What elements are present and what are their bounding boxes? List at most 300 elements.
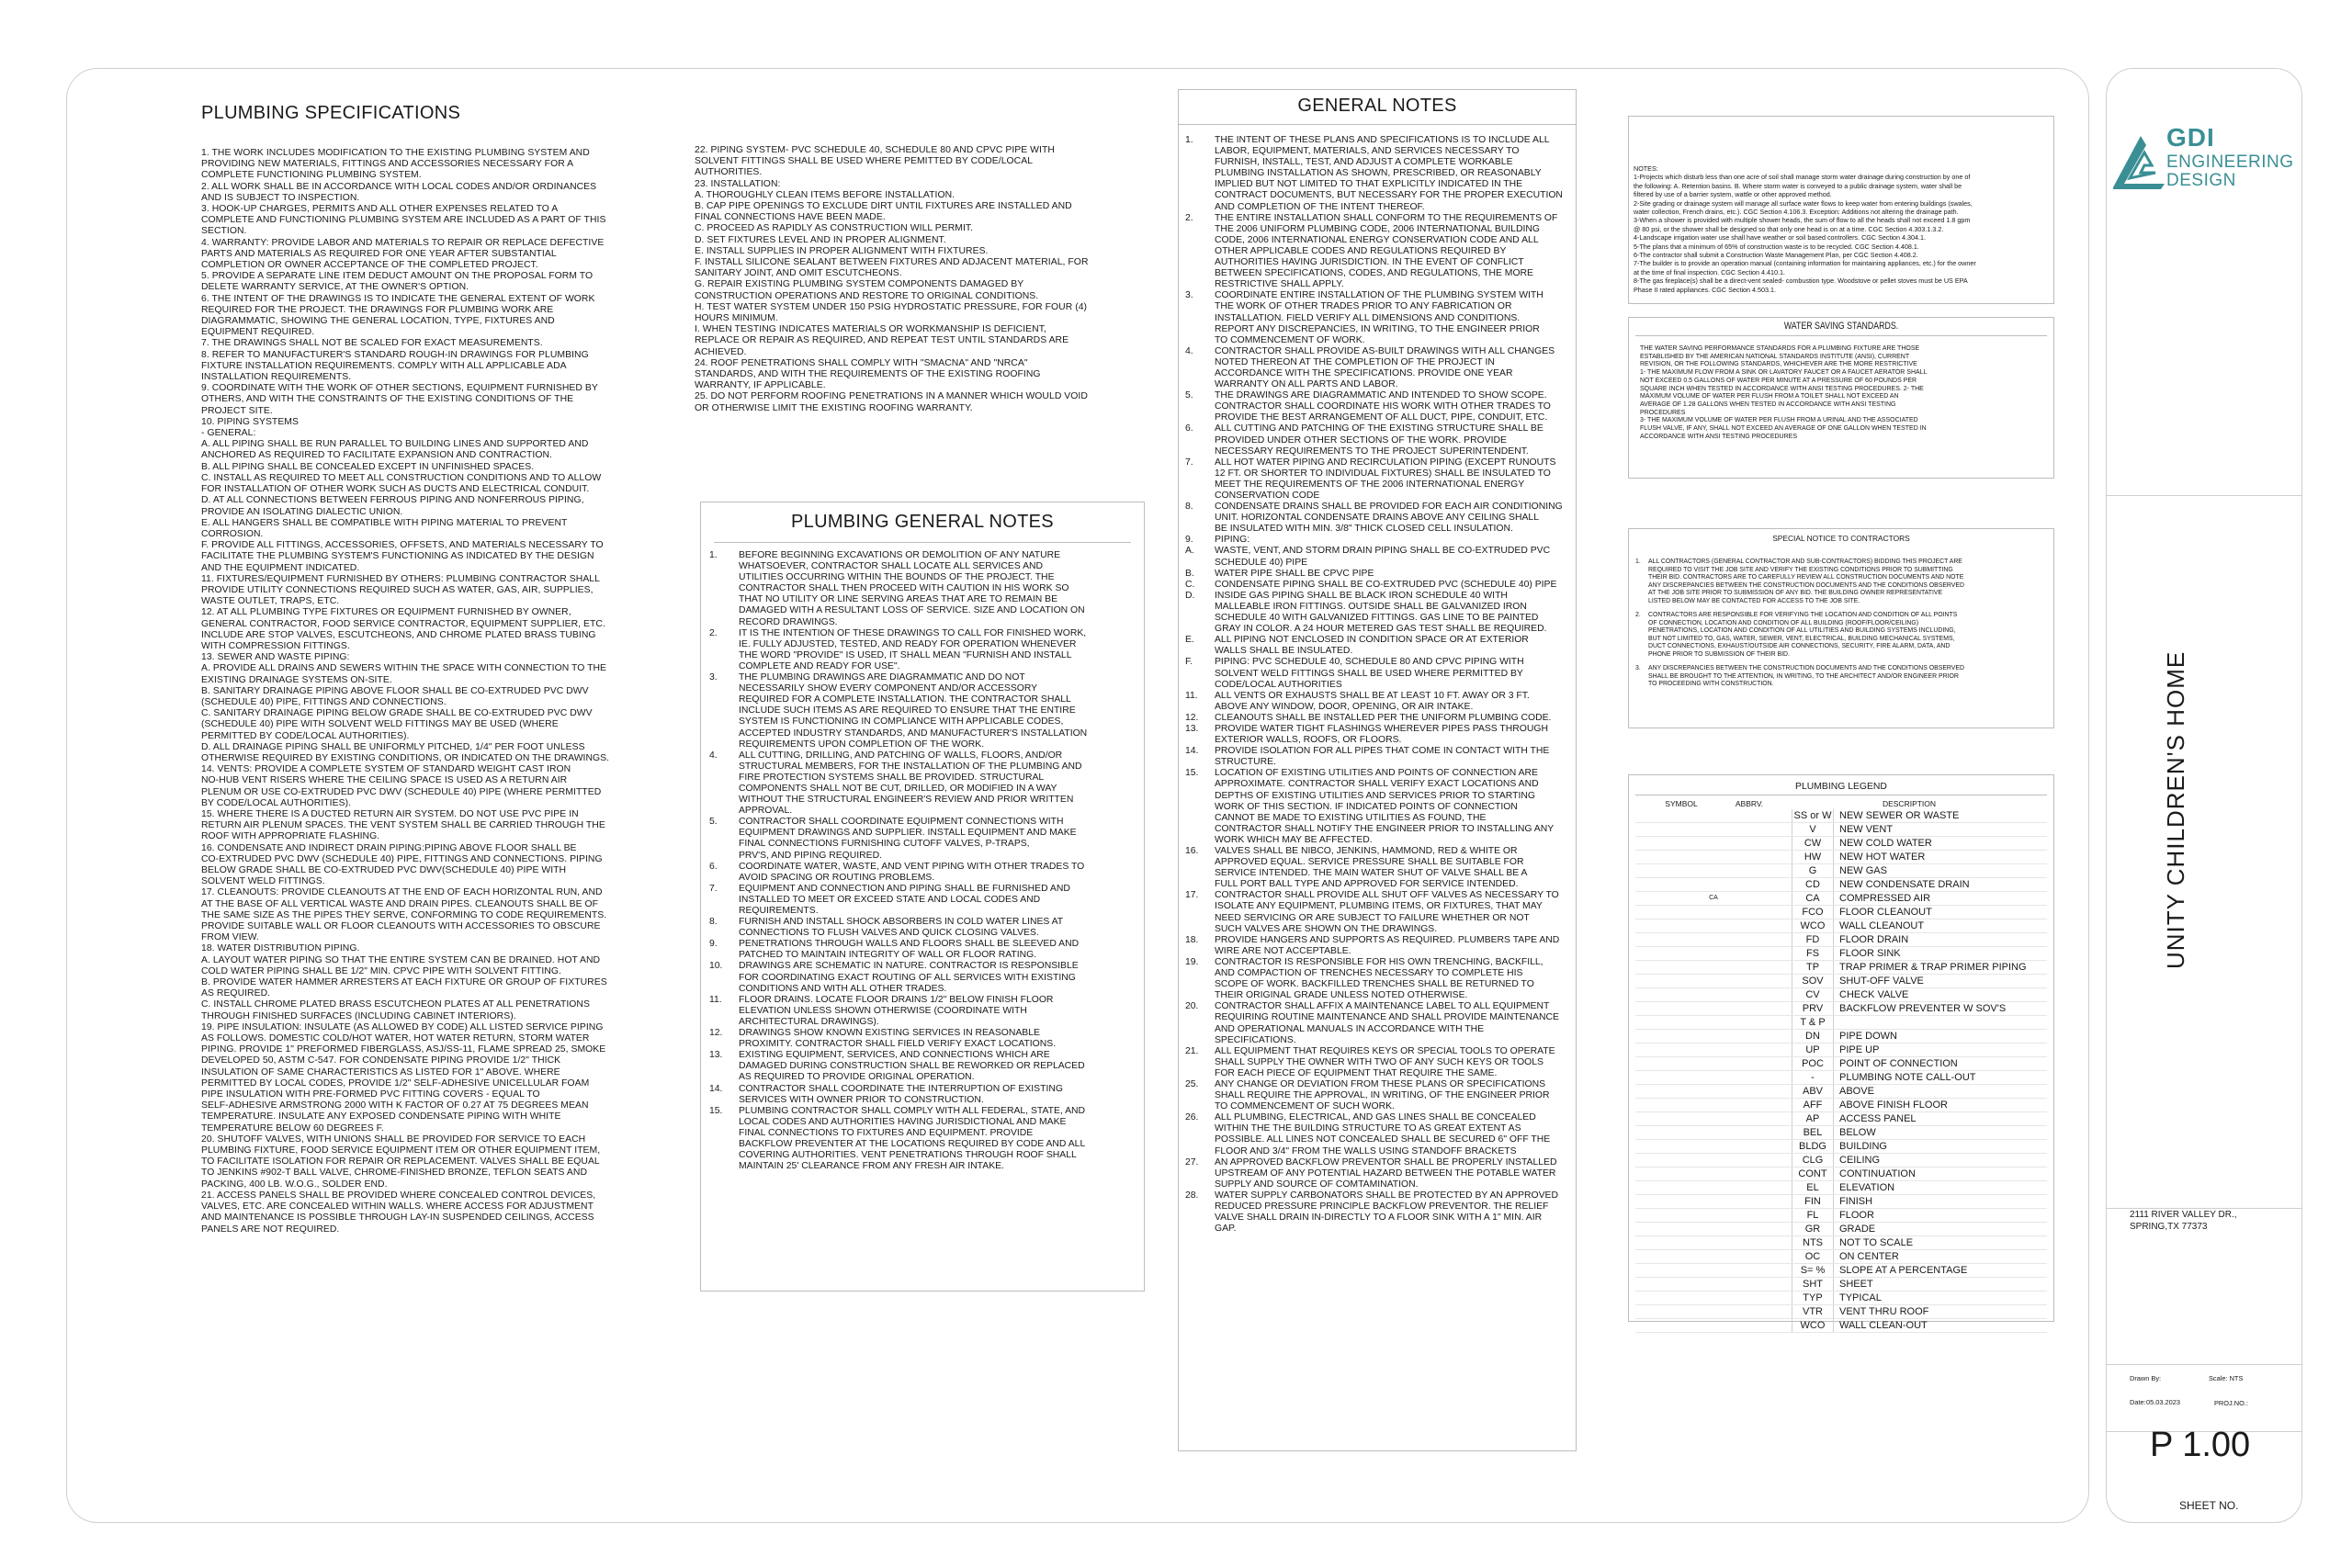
spec-line: 1. THE WORK INCLUDES MODIFICATION TO THE EXISTING PLUMBING SYSTEM AND: [201, 148, 590, 158]
legend-description: FLOOR CLEANOUT: [1839, 907, 1932, 918]
note-item: [1185, 890, 1571, 934]
note-line: CODE, 2006 INTERNATIONAL ENERGY CONSERVATION CODE AND ALL: [1215, 234, 1539, 245]
note-text: [1215, 1001, 1571, 1045]
legend-abbr: TYP: [1792, 1292, 1834, 1304]
water-saving-line: MAXIMUM VOLUME OF WATER PER FLUSH FROM A TOILET SHALL NOT EXCEED AN: [1640, 393, 1899, 400]
logo-line1: ENGINEERING: [2166, 152, 2294, 172]
spec-line: WASTE OUTLET, TRAPS, ETC.: [201, 596, 340, 607]
note-line: IT IS THE INTENTION OF THESE DRAWINGS TO CALL FOR FINISHED WORK,: [739, 627, 1087, 638]
spec-line: RETURN AIR PLENUM SPACES. THE VENT SYSTEM SHALL BE CARRIED THROUGH THE: [201, 820, 605, 831]
spec-line: COLD WATER PIPING SHALL BE 1/2" MIN. CPVC PIPE WITH SOLVENT FITTING.: [201, 965, 561, 976]
note-item: [709, 817, 1139, 861]
spec-line: 9. COORDINATE WITH THE WORK OF OTHER SECTIONS, EQUIPMENT FURNISHED BY: [201, 383, 598, 394]
note-item: [1185, 390, 1571, 423]
legend-symbol: [1635, 919, 1792, 932]
legend-symbol: [1635, 878, 1792, 891]
note-number: 1.: [709, 550, 718, 560]
legend-description: ELEVATION: [1839, 1182, 1895, 1193]
spec-line: 17. CLEANOUTS: PROVIDE CLEANOUTS AT THE END OF EACH HORIZONTAL RUN, AND: [201, 887, 603, 898]
legend-abbr: CW: [1792, 837, 1834, 850]
note-line: 12 FT. OR SHORTER TO INDIVIDUAL FIXTURES) SHALL BE INSULATED TO: [1215, 468, 1551, 479]
note-line: VALVES SHALL BE NIBCO, JENKINS, HAMMOND, RED & WHITE OR: [1215, 846, 1518, 856]
spec-line: INCLUDE ARE STOP VALVES, ESCUTCHEONS, AND CHROME PLATED BRASS TUBING: [201, 629, 596, 640]
spec-line: AUTHORITIES.: [695, 167, 763, 178]
note-line: NOTED THEREON AT THE COMPLETION OF THE PROJECT IN: [1215, 356, 1495, 367]
note-line: SHALL REQUIRE THE APPROVAL, IN WRITING, OF THE ENGINEER PRIOR: [1215, 1090, 1550, 1101]
note-line: CONTRACT DOCUMENTS, BUT NECESSARY FOR THE PROPER EXECUTION: [1215, 190, 1563, 201]
legend-symbol: [1635, 1099, 1792, 1111]
legend-abbr: V: [1792, 823, 1834, 836]
note-text: [1215, 746, 1571, 768]
legend-symbol: [1635, 1292, 1792, 1304]
note-line: PROXIMITY. CONTRACTOR SHALL FIELD VERIFY EXACT LOCATIONS.: [739, 1039, 1057, 1050]
legend-symbol: [1635, 1002, 1792, 1015]
legend-abbr: GR: [1792, 1223, 1834, 1235]
spec-line: TO FACILITATE ISOLATION FOR REPAIR OR REPLACEMENT. VALVES SHALL BE EQUAL: [201, 1156, 600, 1168]
notes-line: 6-The contractor shall submit a Construction Waste Management Plan, per CGC Section 4.408.2.: [1634, 251, 1918, 260]
note-number: 4.: [709, 750, 718, 761]
note-text: [1215, 591, 1571, 635]
note-line: THAT NO UTILITY OR LINE SERVING AREAS THAT ARE TO REMAIN BE: [739, 594, 1058, 605]
legend-abbr: FL: [1792, 1209, 1834, 1222]
plumbing-specifications-column-1: [201, 148, 679, 1235]
note-item: [709, 1106, 1139, 1173]
note-line: RECORD DRAWINGS.: [739, 616, 838, 627]
note-line: NECESSARILY SHOW EVERY COMPONENT AND/OR ACCESSORY: [739, 683, 1038, 694]
legend-abbr: OC: [1792, 1250, 1834, 1263]
note-number: F.: [1185, 657, 1193, 668]
note-item: [1185, 935, 1571, 957]
special-notice-text: [1648, 665, 1964, 689]
legend-description: COMPRESSED AIR: [1839, 893, 1931, 904]
spec-line: AND MAINTENANCE IS POSSIBLE THROUGH LAY-IN SUSPENDED CEILINGS, ACCESS: [201, 1213, 594, 1224]
note-number: 14.: [1185, 746, 1199, 757]
spec-line: D. ALL DRAINAGE PIPING SHALL BE UNIFORMLY PITCHED, 1/4" PER FOOT UNLESS: [201, 741, 585, 752]
special-notice-line: OF CONNECTION, LOCATION AND CONDITION OF ALL BUILDING (ROOF/FLOOR/CEILING): [1648, 619, 1919, 626]
spec-line: PROVIDING NEW MATERIALS, FITTINGS AND ACCESSORIES NECESSARY FOR A: [201, 159, 574, 170]
spec-line: VALVES, ETC. ARE CONCEALED WITHIN WALLS. WHERE ACCESS FOR ADJUSTMENT: [201, 1201, 594, 1213]
water-saving-line: NOT EXCEED 0.5 GALLONS OF WATER PER MINUTE AT A PRESSURE OF 60 POUNDS PER: [1640, 377, 1917, 384]
legend-row: [1635, 906, 2047, 919]
logo-abbr: GDI: [2166, 123, 2215, 152]
legend-abbr: POC: [1792, 1057, 1834, 1070]
spec-line: OTHERWISE REQUIRED BY EXISTING CONDITIONS, OR INDICATED ON THE DRAWINGS.: [201, 752, 610, 763]
sheet-number: P 1.00: [2150, 1426, 2251, 1464]
note-line: APPROVAL.: [739, 806, 793, 817]
note-item: [1185, 1157, 1571, 1190]
legend-symbol: [1635, 933, 1792, 946]
spec-line: 19. PIPE INSULATION: INSULATE (AS ALLOWED BY CODE) ALL LISTED SERVICE PIPING: [201, 1021, 604, 1032]
spec-line: TEMPERATURE BELOW 60 DEGREES F.: [201, 1122, 384, 1134]
spec-line: PERMITTED BY LOCAL CODES, PROVIDE 1/2" SELF-ADHESIVE UNICELLULAR FOAM: [201, 1077, 590, 1089]
spec-line: 10. PIPING SYSTEMS: [201, 416, 299, 427]
note-text: [1215, 957, 1571, 1001]
notes-line: 2-Site grading or drainage system will manage all surface water flows to keep water from entering buildings (swales,: [1634, 198, 1973, 208]
note-line: SCHEDULE 40) PIPE: [1215, 557, 1308, 568]
water-saving-line: THE WATER SAVING PERFORMANCE STANDARDS FOR A PLUMBING FIXTURE ARE THOSE: [1640, 345, 1920, 352]
legend-description: ON CENTER: [1839, 1251, 1899, 1262]
water-saving-line: 3- THE MAXIMUM VOLUME OF WATER PER FLUSH FROM A URINAL AND THE ASSOCIATED: [1640, 417, 1918, 424]
note-number: 14.: [709, 1083, 723, 1094]
note-item: [1185, 724, 1571, 746]
special-notice-line: AT THE JOB SITE PRIOR TO SUBMISSION OF ANY BID. THE BUILDING OWNER REPRESENTATIVE: [1648, 590, 1943, 596]
legend-description: SHEET: [1839, 1279, 1873, 1290]
legend-symbol: [1635, 1085, 1792, 1098]
note-line: DAMAGED WITH A RESULTANT LOSS OF SERVICE. SIZE AND LOCATION ON: [739, 605, 1085, 616]
note-item: [709, 1084, 1139, 1106]
note-line: NECESSARY REQUIREMENTS TO THE PROJECT SUPERINTENDENT.: [1215, 446, 1529, 457]
spec-line: I. WHEN TESTING INDICATES MATERIALS OR WORKMANSHIP IS DEFICIENT,: [695, 324, 1046, 335]
legend-symbol: [1635, 1264, 1792, 1277]
legend-symbol: [1635, 1250, 1792, 1263]
proj-no-label: PROJ.NO.:: [2214, 1399, 2248, 1407]
legend-description: WALL CLEAN-OUT: [1839, 1320, 1928, 1331]
legend-symbol: [1635, 947, 1792, 960]
note-text: [739, 750, 1139, 818]
legend-description: NEW CONDENSATE DRAIN: [1839, 879, 1970, 890]
note-line: ARCHITECTURAL DRAWINGS).: [739, 1016, 879, 1027]
spec-line: STANDARDS, AND WITH THE REQUIREMENTS OF THE EXISTING ROOFING: [695, 369, 1041, 380]
note-text: [739, 1106, 1139, 1173]
note-text: [739, 672, 1139, 750]
note-item: [709, 917, 1139, 939]
note-line: WALLS SHALL BE INSULATED.: [1215, 646, 1353, 657]
legend-abbr: CONT: [1792, 1168, 1834, 1180]
note-text: [739, 1050, 1139, 1083]
project-name: UNITY CHILDREN'S HOME: [2162, 650, 2189, 969]
spec-line: FIXTURE INSTALLATION REQUIREMENTS. COMPLY WITH ALL APPLICABLE ADA: [201, 360, 567, 371]
spec-line: 23. INSTALLATION:: [695, 178, 781, 189]
water-saving-title: WATER SAVING STANDARDS.: [1783, 321, 1899, 332]
note-line: VALVE SHALL DRAIN IN-DIRECTLY TO A FLOOR SINK WITH A 1" MIN. AIR: [1215, 1213, 1543, 1224]
plumbing-legend-table: [1635, 798, 2047, 1333]
note-text: [739, 961, 1139, 994]
note-item: [709, 961, 1139, 994]
note-line: CONTRACTOR SHALL COORDINATE HIS WORK WITH OTHER TRADES TO: [1215, 401, 1551, 412]
notes-line: Phase II rated appliances. CGC Section 4.503.1.: [1634, 285, 1777, 294]
note-item: [1185, 580, 1571, 591]
legend-symbol: [1635, 1043, 1792, 1056]
note-line: AVOID SPACING OR ROUTING PROBLEMS.: [739, 872, 935, 883]
legend-row: [1635, 1016, 2047, 1030]
legend-row: [1635, 1140, 2047, 1154]
note-line: FLOOR AND 3/4" FROM THE WALLS USING STANDOFF BRACKETS: [1215, 1145, 1517, 1156]
legend-row: [1635, 1195, 2047, 1209]
legend-row: [1635, 1250, 2047, 1264]
note-line: FOR EACH PIECE OF EQUIPMENT THAT REQUIRE THE SAME.: [1215, 1067, 1498, 1078]
note-text: [1215, 1079, 1571, 1112]
spec-line: A. ALL PIPING SHALL BE RUN PARALLEL TO BUILDING LINES AND SUPPORTED AND: [201, 439, 589, 450]
notes-line: 5-The plans that a minimum of 65% of construction waste is to be recycled. CGC Section 4.408.1.: [1634, 242, 1919, 251]
plumbing-general-notes-list: [709, 550, 1139, 1172]
spec-line: FROM VIEW.: [201, 932, 259, 943]
note-text: [739, 917, 1139, 939]
note-text: [739, 817, 1139, 861]
legend-row: [1635, 878, 2047, 892]
plumbing-legend-title: PLUMBING LEGEND: [1795, 782, 1887, 792]
note-line: STRUCTURE.: [1215, 757, 1276, 768]
notes-line: 1-Projects which disturb less than one acre of soil shall manage storm water drainage during construction by one of: [1634, 173, 1971, 182]
spec-line: TO JENKINS #902-T BALL VALVE, CHROME-FINISHED BRONZE, TEFLON SEATS AND: [201, 1168, 587, 1179]
address-line-2: SPRING,TX 77373: [2130, 1222, 2208, 1232]
legend-description: NEW COLD WATER: [1839, 838, 1932, 849]
note-line: SCHEDULE 40 WITH GALVANIZED FITTINGS. GAS LINE TO BE PAINTED: [1215, 613, 1539, 624]
note-line: ELEVATION UNLESS SHOWN OTHERWISE (COORDINATE WITH: [739, 1005, 1027, 1016]
note-text: [739, 1084, 1139, 1106]
spec-line: PIPING. PROVIDE 1" PREFORMED FIBERGLASS, ASJ/SS-11, FLAME SPREAD 25, SMOKE: [201, 1044, 606, 1055]
spec-line: 20. SHUTOFF VALVES, WITH UNIONS SHALL BE PROVIDED FOR SERVICE TO EACH: [201, 1134, 586, 1145]
note-item: [1185, 635, 1571, 657]
legend-description: BELOW: [1839, 1127, 1876, 1138]
spec-line: G. REPAIR EXISTING PLUMBING SYSTEM COMPONENTS DAMAGED BY: [695, 279, 1024, 290]
note-text: [1215, 580, 1571, 591]
note-line: SHALL SUPPLY THE OWNER WITH TWO OF ANY SUCH KEYS OR TOOLS: [1215, 1056, 1544, 1067]
legend-symbol: [1635, 1223, 1792, 1235]
legend-symbol: [1635, 1195, 1792, 1208]
legend-row: [1635, 1209, 2047, 1223]
note-text: [739, 862, 1139, 884]
note-line: ACCORDANCE WITH THE SPECIFICATIONS. PROVIDE ONE YEAR: [1215, 367, 1513, 378]
note-line: WARRANTY ON ALL PARTS AND LABOR.: [1215, 379, 1398, 390]
note-number: 17.: [1185, 890, 1199, 901]
note-text: [1215, 502, 1571, 535]
note-text: [1215, 213, 1571, 291]
general-notes-title: GENERAL NOTES: [1297, 96, 1457, 116]
spec-line: REPLACE OR REPAIR AS REQUIRED, AND REPEAT TEST UNTIL STANDARDS ARE: [695, 335, 1069, 346]
drawn-by-label: Drawn By:: [2130, 1374, 2162, 1382]
legend-description: PIPE DOWN: [1839, 1031, 1897, 1042]
note-number: 4.: [1185, 345, 1193, 356]
spec-line: E. ALL HANGERS SHALL BE COMPATIBLE WITH PIPING MATERIAL TO PREVENT: [201, 517, 568, 528]
spec-line: THROUGH FINISHED SURFACES (INCLUDING CABINET INTERIORS).: [201, 1010, 516, 1021]
note-line: AUTHORITIES HAVING JURISDICTION. IN THE EVENT OF CONFLICT: [1215, 257, 1524, 268]
spec-line: A. LAYOUT WATER PIPING SO THAT THE ENTIRE SYSTEM CAN BE DRAINED. HOT AND: [201, 954, 601, 965]
special-notice-line: DUCT CONNECTIONS, EXHAUST/OUTSIDE AIR CONNECTIONS, SECURITY, FIRE ALARM, DATA, AND: [1648, 643, 1951, 649]
water-saving-line: REVISION, OR THE FOLLOWING STANDARDS, WHICHEVER ARE THE MORE RESTRICTIVE: [1640, 361, 1917, 368]
note-line: FINAL CONNECTIONS TO FIXTURES AND EQUIPMENT. PROVIDE: [739, 1127, 1034, 1138]
spec-line: WITH COMPRESSION FITTINGS.: [201, 640, 350, 651]
spec-line: 5. PROVIDE A SEPARATE LINE ITEM DEDUCT AMOUNT ON THE PROPOSAL FORM TO: [201, 271, 594, 282]
note-text: [1215, 713, 1571, 724]
note-text: [1215, 546, 1571, 568]
note-line: UPSTREAM OF ANY POTENTIAL HAZARD BETWEEN THE POTABLE WATER: [1215, 1168, 1556, 1179]
note-number: 12.: [1185, 712, 1199, 723]
spec-line: PROVIDE AN ISOLATING DIALECTIC UNION.: [201, 506, 403, 517]
spec-line: EXISTING DRAINAGE SYSTEMS ON-SITE.: [201, 674, 392, 685]
spec-line: PACKING, 400 LB. W.O.G., SOLDER END.: [201, 1179, 388, 1190]
legend-abbr: VTR: [1792, 1305, 1834, 1318]
note-line: ALL PLUMBING, ELECTRICAL, AND GAS LINES SHALL BE CONCEALED: [1215, 1112, 1536, 1123]
spec-line: REQUIRED FOR THE PROJECT. THE DRAWINGS FOR PLUMBING WORK ARE: [201, 304, 554, 315]
note-line: MAINTAIN 25' CLEARANCE FROM ANY FRESH AIR INTAKE.: [739, 1161, 1004, 1172]
note-text: [1215, 935, 1571, 957]
legend-symbol: [1635, 851, 1792, 863]
legend-symbol: [1635, 1181, 1792, 1194]
note-line: STRUCTURAL MEMBERS, FOR THE INSTALLATION OF THE PLUMBING AND: [739, 761, 1082, 772]
note-line: REQUIRED FOR A COMPLETE INSTALLATION. THE CONTRACTOR SHALL: [739, 694, 1071, 705]
legend-abbr: T & P: [1792, 1016, 1834, 1029]
legend-row: [1635, 1112, 2047, 1126]
spec-line: PROVIDE UTILITY CONNECTIONS REQUIRED SUCH AS WATER, GAS, AIR, SUPPLIES,: [201, 584, 594, 595]
legend-row: [1635, 975, 2047, 988]
note-line: THE INTENT OF THESE PLANS AND SPECIFICATIONS IS TO INCLUDE ALL: [1215, 135, 1550, 145]
spec-line: D. AT ALL CONNECTIONS BETWEEN FERROUS PIPING AND NONFERROUS PIPING,: [201, 495, 584, 506]
spec-line: E. INSTALL SUPPLIES IN PROPER ALIGNMENT WITH FIXTURES.: [695, 245, 989, 256]
note-item: [1185, 502, 1571, 535]
spec-line: HOURS MINIMUM.: [695, 313, 778, 324]
note-item: [1185, 1112, 1571, 1156]
spec-line: PROJECT SITE.: [201, 405, 273, 416]
note-line: PROVIDED UNDER OTHER SECTIONS OF THE WORK. PROVIDE: [1215, 434, 1507, 446]
legend-description: BACKFLOW PREVENTER W SOV'S: [1839, 1003, 2007, 1014]
spec-line: COMPLETION OR OWNER ACCEPTANCE OF THE COMPLETED PROJECT.: [201, 260, 538, 271]
legend-row: [1635, 1154, 2047, 1168]
note-number: 19.: [1185, 956, 1199, 967]
legend-abbr: WCO: [1792, 919, 1834, 932]
note-line: IMPLIED BUT NOT LIMITED TO THAT EXPLICITLY INDICATED IN THE: [1215, 179, 1523, 190]
legend-row: [1635, 1236, 2047, 1250]
spec-line: SOLVENT FITTINGS SHALL BE USED WHERE PEMITTED BY CODE/LOCAL: [695, 156, 1034, 167]
note-line: WHATSOEVER, CONTRACTOR SHALL LOCATE ALL SERVICES AND: [739, 561, 1044, 572]
spec-line: PIPE INSULATION WITH PRE-FORMED PVC FITTING COVERS - EQUAL TO: [201, 1089, 540, 1100]
note-number: 6.: [1185, 423, 1193, 434]
notes-line: @ 80 psi, or the shower shall be designed so that only one head is on at a time. CGC Section 4.303.1.3.2.: [1634, 224, 1944, 233]
note-line: WITHIN THE THE BUILDING STRUCTURE TO AS GREAT EXTENT AS: [1215, 1123, 1521, 1134]
special-notice-number: 1.: [1635, 558, 1641, 565]
note-line: WATER PIPE SHALL BE CPVC PIPE: [1215, 568, 1374, 579]
legend-description: CONTINUATION: [1839, 1168, 1916, 1179]
note-item: [1185, 1046, 1571, 1079]
legend-row: [1635, 823, 2047, 837]
spec-line: ANCHORED AS REQUIRED TO FACILITATE EXPANSION AND CONTRACTION.: [201, 450, 552, 461]
note-item: [1185, 546, 1571, 568]
legend-row: [1635, 1264, 2047, 1278]
note-line: APPROVED EQUAL. SERVICE PRESSURE SHALL BE SUITABLE FOR: [1215, 857, 1524, 868]
legend-row: [1635, 1085, 2047, 1099]
note-line: PROVIDE THE BEST ARRANGEMENT OF ALL DUCT, PIPE, CONDUIT, ETC.: [1215, 412, 1548, 423]
note-text: [1215, 423, 1571, 457]
note-item: [1185, 1079, 1571, 1112]
spec-line: - GENERAL:: [201, 428, 256, 439]
spec-line: B. ALL PIPING SHALL BE CONCEALED EXCEPT IN UNFINISHED SPACES.: [201, 461, 535, 472]
spec-line: DELETE WARRANTY SERVICE, AT THE OWNER'S OPTION.: [201, 282, 469, 293]
note-number: 28.: [1185, 1190, 1199, 1201]
note-line: FURNISH AND INSTALL SHOCK ABSORBERS IN COLD WATER LINES AT: [739, 917, 1064, 928]
note-text: [739, 1028, 1139, 1050]
note-line: CONDENSATE DRAINS SHALL BE PROVIDED FOR EACH AIR CONDITIONING: [1215, 502, 1563, 513]
note-line: COMPONENTS SHALL NOT BE CUT, DRILLED, OR MODIFIED IN A WAY: [739, 783, 1057, 794]
legend-description: FLOOR SINK: [1839, 948, 1901, 959]
date-label: Date:: [2130, 1398, 2146, 1406]
note-text: [1215, 890, 1571, 934]
legend-abbr: BEL: [1792, 1126, 1834, 1139]
note-item: [709, 939, 1139, 961]
notes-line: at the time of final inspection. CGC Section 4.410.1.: [1634, 267, 1786, 276]
note-number: 21.: [1185, 1045, 1199, 1056]
note-item: [1185, 591, 1571, 635]
legend-abbr: HW: [1792, 851, 1834, 863]
note-number: 25.: [1185, 1078, 1199, 1089]
legend-symbol: [1635, 1140, 1792, 1153]
notes-line: 8-The gas fireplace(s) shall be a direct-vent sealed- combustion type. Woodstove or pellet stoves must be US EPA: [1634, 276, 1968, 286]
note-text: [1215, 1046, 1571, 1079]
spec-line: 6. THE INTENT OF THE DRAWINGS IS TO INDICATE THE GENERAL EXTENT OF WORK: [201, 293, 595, 304]
note-line: THE ENTIRE INSTALLATION SHALL CONFORM TO THE REQUIREMENTS OF: [1215, 212, 1558, 223]
note-number: 5.: [709, 817, 718, 828]
note-line: BE INSULATED WITH MIN. 3/8" THICK CLOSED CELL INSULATION.: [1215, 524, 1513, 535]
legend-abbr: PRV: [1792, 1002, 1834, 1015]
legend-abbr: S= %: [1792, 1264, 1834, 1277]
note-text: [1215, 1190, 1571, 1235]
legend-row: [1635, 892, 2047, 906]
note-line: GAP.: [1215, 1224, 1237, 1235]
spec-line: 16. CONDENSATE AND INDIRECT DRAIN PIPING:PIPING ABOVE FLOOR SHALL BE: [201, 842, 577, 853]
note-line: FLOOR DRAINS. LOCATE FLOOR DRAINS 1/2" BELOW FINISH FLOOR: [739, 994, 1054, 1005]
notes-text: [1634, 164, 2049, 294]
title-block: [2106, 68, 2302, 1523]
note-line: RESTRICTIVE SHALL APPLY.: [1215, 279, 1344, 290]
legend-symbol: [1635, 988, 1792, 1001]
note-number: A.: [1185, 546, 1194, 557]
legend-description: TRAP PRIMER & TRAP PRIMER PIPING: [1839, 962, 2027, 973]
legend-description: SLOPE AT A PERCENTAGE: [1839, 1265, 1968, 1276]
note-line: UNIT. HORIZONTAL CONDENSATE DRAINS ABOVE ANY CEILING SHALL: [1215, 513, 1539, 524]
note-number: 2.: [709, 627, 718, 638]
legend-abbr: SHT: [1792, 1278, 1834, 1291]
note-line: CONTRACTOR SHALL NOTIFY THE ENGINEER PRIOR TO INSTALLING ANY: [1215, 823, 1555, 834]
special-notice-line: PHONE PRIOR TO SUBMISSION OF THEIR BID.: [1648, 650, 1790, 658]
note-line: REQUIRING ROUTINE MAINTENANCE AND SHALL PROVIDE MAINTENANCE: [1215, 1012, 1559, 1023]
notes-line: the following: A. Retention basins. B. Where storm water is conveyed to a public drainage system, water shall be: [1634, 181, 1962, 190]
note-item: [1185, 713, 1571, 724]
spec-line: 3. HOOK-UP CHARGES, PERMITS AND ALL OTHER EXPENSES RELATED TO A: [201, 204, 559, 215]
legend-row: [1635, 1043, 2047, 1057]
legend-description: POINT OF CONNECTION: [1839, 1058, 1958, 1069]
note-line: ALL PIPING NOT ENCLOSED IN CONDITION SPACE OR AT EXTERIOR: [1215, 635, 1529, 646]
spec-line: ROOF WITH APPROPRIATE FLASHING.: [201, 831, 380, 842]
scale-label: Scale: NTS: [2209, 1374, 2244, 1382]
note-text: [1215, 290, 1571, 345]
legend-description: NEW GAS: [1839, 865, 1887, 876]
legend-description: BUILDING: [1839, 1141, 1887, 1152]
spec-line: CONSTRUCTION OPERATIONS AND RESTORE TO ORIGINAL CONDITIONS.: [695, 290, 1039, 301]
legend-row: [1635, 1278, 2047, 1292]
note-line: ACCEPTED INDUSTRY STANDARDS, AND MANUFACTURER'S INSTALLATION: [739, 728, 1088, 739]
legend-row: [1635, 809, 2047, 823]
legend-row: [1635, 1126, 2047, 1140]
note-text: [1215, 1112, 1571, 1156]
general-notes-list: [1185, 135, 1571, 1235]
note-text: [739, 628, 1139, 672]
legend-symbol: [1635, 961, 1792, 974]
note-line: ALL CUTTING, DRILLING, AND PATCHING OF WALLS, FLOORS, AND/OR: [739, 750, 1063, 761]
note-line: EQUIPMENT AND CONNECTION AND PIPING SHALL BE FURNISHED AND: [739, 883, 1070, 894]
legend-row: [1635, 1223, 2047, 1236]
legend-row: [1635, 1168, 2047, 1181]
note-line: PENETRATIONS THROUGH WALLS AND FLOORS SHALL BE SLEEVED AND: [739, 939, 1080, 950]
notes-line: 7-The builder is to provide an operation manual (containing information for maintaining appliances, etc.) for the owner: [1634, 259, 1976, 268]
note-line: AND OPERATIONAL MANUALS IN ACCORDANCE WITH THE: [1215, 1023, 1485, 1034]
logo-line2: DESIGN: [2166, 171, 2236, 190]
legend-symbol: [1635, 906, 1792, 919]
note-number: 10.: [709, 961, 723, 972]
note-item: [1185, 957, 1571, 1001]
note-item: [1185, 691, 1571, 713]
water-saving-line: SQUARE INCH WHEN TESTED IN ACCORDANCE WITH ANSI TESTING PROCEDURES. 2- THE: [1640, 385, 1924, 392]
note-line: BEFORE BEGINNING EXCAVATIONS OR DEMOLITION OF ANY NATURE: [739, 550, 1061, 560]
water-saving-line: 1- THE MAXIMUM FLOW FROM A SINK OR LAVATORY FAUCET OR A FAUCET AERATOR SHALL: [1640, 369, 1928, 377]
legend-description: TYPICAL: [1839, 1292, 1882, 1303]
